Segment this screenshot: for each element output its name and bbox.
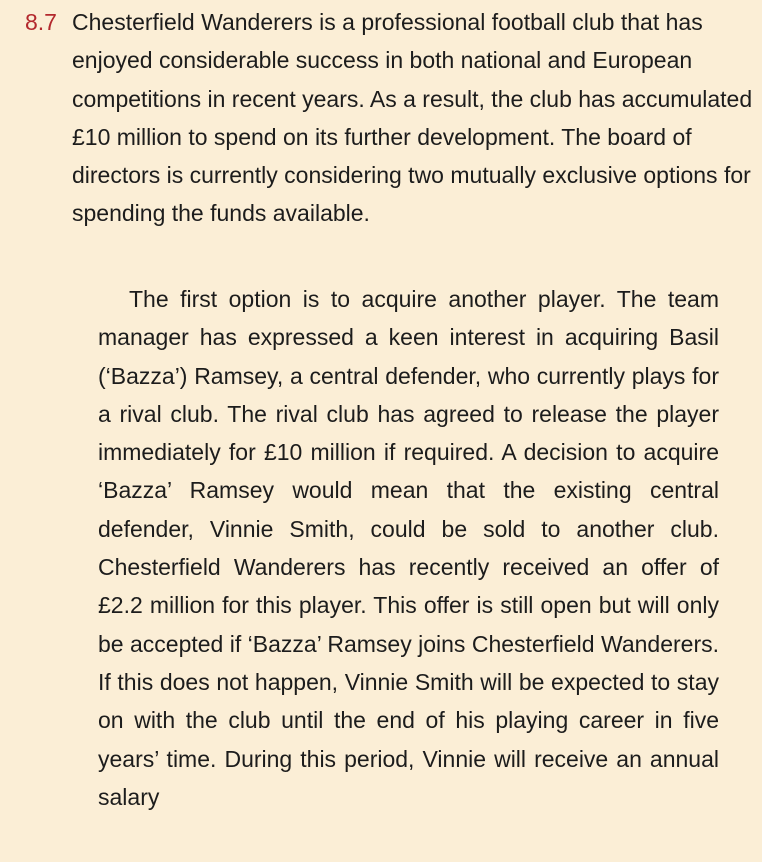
first-option-paragraph: The first option is to acquire another player. The team manager has expressed a keen interest in acquiring Basil (‘Bazza’) Ramsey, a central defender, who currently plays for a rival club. The rival club has agreed to release the player immediately for £10 million if required. A decision to acquire ‘Bazza’ Ramsey would mean that the existing central defender, Vinnie Smith, could be sold to another club. Chesterfield Wanderers has recently received an offer of £2.2 million for this player. This offer is still open but will only be accepted if ‘Bazza’ Ramsey joins Chesterfield Wanderers. If this does not happen, Vinnie Smith will be expected to stay on with the club until the end of his playing career in five years’ time. During this period, Vinnie will receive an annual salary — [98, 286, 719, 810]
intro-paragraph: Chesterfield Wanderers is a professional football club that has enjoyed considerable success in both national and European competitions in recent years. As a result, the club has accumulated £10 million to spend on its further development. The board of directors is currently considering two mutually exclusive options for spending the funds available. — [72, 9, 753, 227]
question-number: 8.7 — [25, 9, 57, 35]
question-intro — [72, 3, 756, 233]
question-body — [98, 280, 719, 816]
